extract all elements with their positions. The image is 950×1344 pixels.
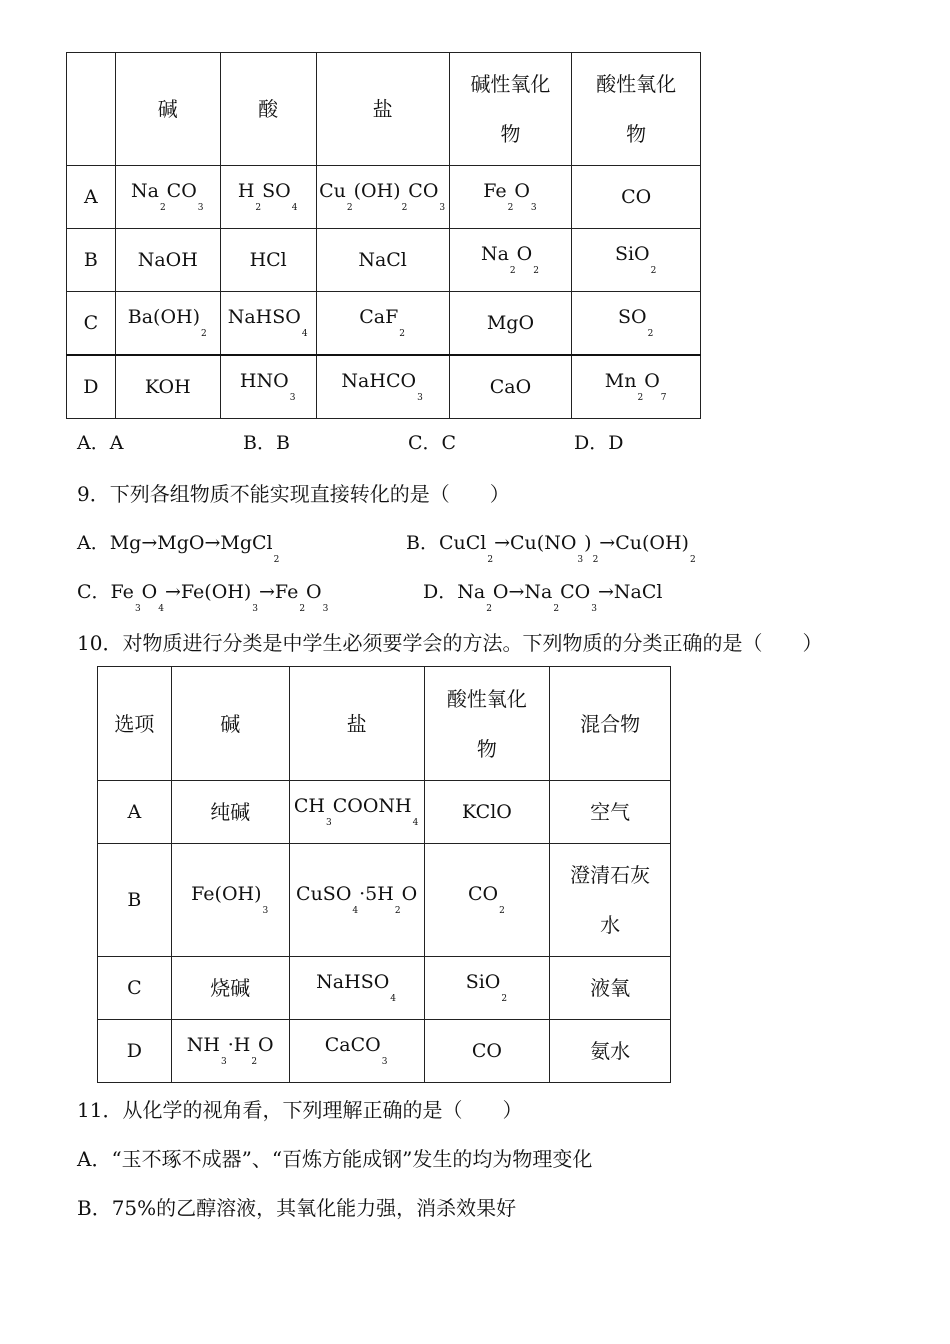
formula-cell: NaHSO$_4$ xyxy=(220,292,316,356)
formula-cell: CO xyxy=(572,166,701,229)
table-row xyxy=(67,292,701,356)
formula-cell: KOH xyxy=(115,355,220,419)
q9-stem: 9．下列各组物质不能实现直接转化的是（ ） xyxy=(77,482,510,506)
formula-cell: $Fe_2O_3$ xyxy=(449,166,572,229)
row-label: C xyxy=(98,957,172,1020)
q8-option-c[interactable]: C．C xyxy=(408,432,457,454)
formula-cell: $Na_2CO_3$ xyxy=(115,166,220,229)
q9-option-b[interactable]: B．$CuCl_2\to Cu(NO_3)_2\to Cu(OH)_2$ xyxy=(406,532,696,565)
formula-cell: $NH_3\cdot H_2O$ xyxy=(171,1020,289,1083)
row-label: A xyxy=(67,166,116,229)
header-cell: 酸性氧化物 xyxy=(424,667,550,781)
header-cell: 碱 xyxy=(171,667,289,781)
q9-option-c[interactable]: C．$Fe_3O_4\to Fe(OH)_3\to Fe_2O_3$ xyxy=(77,581,329,614)
header-cell: 混合物 xyxy=(550,667,671,781)
formula-cell: NaCl xyxy=(316,229,449,292)
table-header-row xyxy=(67,53,701,166)
q8-option-a[interactable]: A．A xyxy=(77,432,124,454)
header-cell xyxy=(67,53,116,166)
row-label: C xyxy=(67,292,116,356)
formula-cell: $Mn_2O_7$ xyxy=(572,355,701,419)
formula-cell: $Na_2O_2$ xyxy=(449,229,572,292)
formula-cell: HCl xyxy=(220,229,316,292)
row-label: D xyxy=(67,355,116,419)
formula-cell: MgO xyxy=(449,292,572,356)
classification-table-1 xyxy=(66,52,701,419)
formula-cell: $Fe(OH)_3$ xyxy=(171,844,289,957)
formula-cell: $HNO_3$ xyxy=(220,355,316,419)
text-cell: 澄清石灰水 xyxy=(550,844,671,957)
table-row xyxy=(67,166,701,229)
formula-cell: CO xyxy=(424,1020,550,1083)
q11-option-a[interactable]: A．“玉不琢不成器”、“百炼方能成钢”发生的均为物理变化 xyxy=(77,1147,593,1171)
formula-cell: $CH_3COONH_4$ xyxy=(289,781,424,844)
formula-cell: CaO xyxy=(449,355,572,419)
text-cell: 空气 xyxy=(550,781,671,844)
text-cell: 氨水 xyxy=(550,1020,671,1083)
row-label: A xyxy=(98,781,172,844)
formula-cell: $Cu_2(OH)_2CO_3$ xyxy=(316,166,449,229)
formula-cell: NaHCO$_3$ xyxy=(316,355,449,419)
formula-cell: KClO xyxy=(424,781,550,844)
table-row xyxy=(98,781,671,844)
formula-cell: $Ba(OH)_2$ xyxy=(115,292,220,356)
q11-stem: 11．从化学的视角看，下列理解正确的是（ ） xyxy=(77,1098,523,1122)
formula-cell: $SO_2$ xyxy=(572,292,701,356)
formula-cell: NaOH xyxy=(115,229,220,292)
formula-cell: SiO$_2$ xyxy=(572,229,701,292)
table-row xyxy=(98,1020,671,1083)
text-cell: 液氧 xyxy=(550,957,671,1020)
table-row xyxy=(67,355,701,419)
q8-option-b[interactable]: B．B xyxy=(243,432,290,454)
classification-table-2 xyxy=(97,666,671,1083)
formula-cell: NaHSO$_4$ xyxy=(289,957,424,1020)
table-row xyxy=(98,844,671,957)
q8-option-d[interactable]: D．D xyxy=(574,432,624,454)
formula-cell: CaCO$_3$ xyxy=(289,1020,424,1083)
row-label: B xyxy=(98,844,172,957)
formula-cell: $CuSO_4\cdot 5H_2O$ xyxy=(289,844,424,957)
header-cell: 盐 xyxy=(289,667,424,781)
formula-cell: SiO$_2$ xyxy=(424,957,550,1020)
table-header-row xyxy=(98,667,671,781)
row-label: B xyxy=(67,229,116,292)
q9-option-a[interactable]: A．Mg→MgO→MgCl$_2$ xyxy=(77,532,280,565)
header-cell: 酸 xyxy=(220,53,316,166)
header-cell: 选项 xyxy=(98,667,172,781)
text-cell: 纯碱 xyxy=(171,781,289,844)
table-row xyxy=(67,229,701,292)
header-cell: 酸性氧化物 xyxy=(572,53,701,166)
table-row xyxy=(98,957,671,1020)
formula-cell: CaF$_2$ xyxy=(316,292,449,356)
text-cell: 烧碱 xyxy=(171,957,289,1020)
row-label: D xyxy=(98,1020,172,1083)
q10-stem: 10．对物质进行分类是中学生必须要学会的方法。下列物质的分类正确的是（ ） xyxy=(77,631,823,655)
header-cell: 盐 xyxy=(316,53,449,166)
header-cell: 碱 xyxy=(115,53,220,166)
formula-cell: $H_2SO_4$ xyxy=(220,166,316,229)
q11-option-b[interactable]: B．75%的乙醇溶液，其氧化能力强，消杀效果好 xyxy=(77,1196,517,1220)
q9-option-d[interactable]: D．$Na_2O\to Na_2CO_3\to NaCl$ xyxy=(423,581,663,614)
formula-cell: $CO_2$ xyxy=(424,844,550,957)
header-cell: 碱性氧化物 xyxy=(449,53,572,166)
